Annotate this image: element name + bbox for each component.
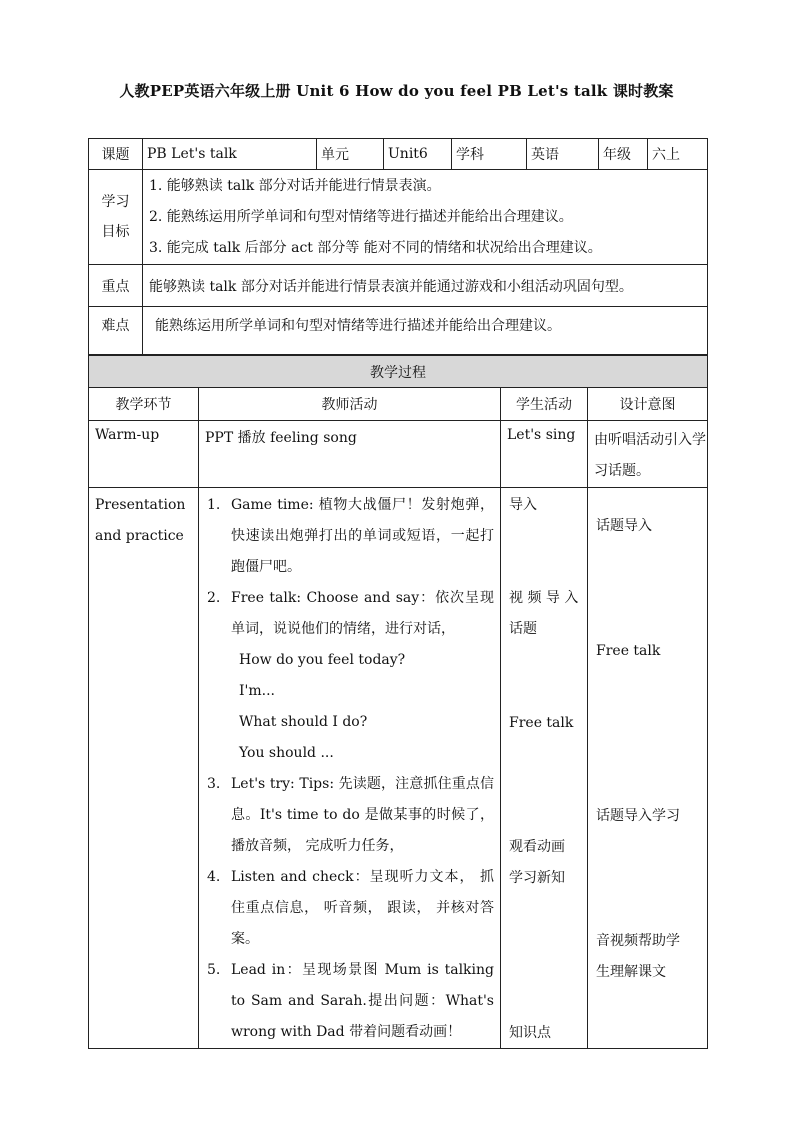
key-point-label: 重点 (89, 265, 143, 307)
unit-label: 单元 (317, 139, 384, 170)
activity-item (207, 955, 500, 1048)
objective-item: 3. 能完成 talk 后部分 act 部分等 能对不同的情绪和状况给出合理建议。 (149, 239, 602, 256)
presentation-stage (89, 488, 199, 1049)
student-activity: Free talk (509, 715, 574, 731)
header-intent: 设计意图 (588, 388, 708, 421)
activity-item (207, 862, 500, 955)
objectives-cell (143, 170, 708, 265)
student-activity: 视 频 导 入 (509, 590, 579, 606)
design-intent: Free talk (596, 643, 661, 659)
activity-number: 2. (207, 590, 221, 606)
activity-number: 4. (207, 869, 221, 885)
student-activity: 学习新知 (509, 870, 565, 886)
design-intent: 话题导入 (596, 518, 652, 534)
presentation-stage-line-2: and practice (95, 528, 184, 544)
student-activity: 观看动画 (509, 839, 565, 855)
header-stage: 教学环节 (89, 388, 199, 421)
header-student: 学生活动 (501, 388, 588, 421)
dialog-line: You should ... (239, 745, 334, 761)
student-activity: 知识点 (509, 1025, 551, 1041)
grade-label: 年级 (599, 139, 648, 170)
objective-item: 1. 能够熟读 talk 部分对话并能进行情景表演。 (149, 177, 441, 194)
activity-number: 1. (207, 497, 221, 513)
activity-text: Free talk: Choose and say：依次呈现单词，说说他们的情绪，进行对话， (231, 590, 494, 637)
activity-item (207, 490, 500, 583)
objectives-label-line-2: 目标 (101, 224, 130, 240)
subject-value: 英语 (527, 139, 599, 170)
design-intent: 音视频帮助学 (596, 933, 680, 949)
key-point-value: 能够熟读 talk 部分对话并能进行情景表演并能通过游戏和小组活动巩固句型。 (143, 265, 708, 307)
student-activity: 话题 (509, 621, 537, 637)
design-intent: 生理解课文 (596, 964, 666, 980)
unit-value: Unit6 (384, 139, 452, 170)
presentation-student (501, 488, 588, 1049)
activity-item (207, 769, 500, 862)
activity-item (207, 583, 500, 645)
presentation-intent (588, 488, 708, 1049)
warmup-teacher: PPT 播放 feeling song (199, 421, 501, 488)
dialog-line: I'm... (239, 683, 276, 699)
subject-label: 学科 (452, 139, 527, 170)
difficulty-label: 难点 (89, 307, 143, 355)
objectives-label (89, 170, 143, 265)
dialog-line: What should I do? (239, 714, 368, 730)
teaching-process-table (88, 355, 708, 1049)
grade-value: 六上 (648, 139, 708, 170)
design-intent: 话题导入学习 (596, 808, 680, 824)
activity-text: Let's try: Tips: 先读题，注意抓住重点信息。It's time to do 是做某事的时候了， 播放音频， 完成听力任务， (231, 776, 494, 854)
course-value: PB Let's talk (143, 139, 317, 170)
header-teacher: 教师活动 (199, 388, 501, 421)
presentation-stage-line-1: Presentation (95, 497, 186, 513)
dialog-line: How do you feel today? (239, 652, 406, 668)
course-label: 课题 (89, 139, 143, 170)
section-title: 教学过程 (89, 356, 708, 388)
objective-item: 2. 能熟练运用所学单词和句型对情绪等进行描述并能给出合理建议。 (149, 208, 573, 225)
lesson-info-table (88, 138, 708, 355)
objectives-label-line-1: 学习 (101, 194, 130, 210)
activity-text: Listen and check：呈现听力文本， 抓住重点信息， 听音频， 跟读， 并核对答案。 (231, 869, 494, 947)
warmup-stage: Warm-up (89, 421, 199, 488)
page-title: 人教PEP英语六年级上册 Unit 6 How do you feel PB Let's talk 课时教案 (119, 82, 674, 100)
activity-text: Game time: 植物大战僵尸！发射炮弹，快速读出炮弹打出的单词或短语，一起打跑僵尸吧。 (231, 497, 494, 575)
presentation-teacher (199, 488, 501, 1049)
student-activity: 导入 (509, 497, 537, 513)
activity-number: 3. (207, 776, 221, 792)
warmup-intent: 由听唱活动引入学习话题。 (588, 421, 708, 488)
warmup-student: Let's sing (501, 421, 588, 488)
activity-text: Lead in：呈现场景图 Mum is talking to Sam and Sarah.提出问题：What's wrong with Dad 带着问题看动画！ (231, 962, 494, 1040)
difficulty-value: 能熟练运用所学单词和句型对情绪等进行描述并能给出合理建议。 (143, 307, 708, 355)
activity-number: 5. (207, 962, 221, 978)
